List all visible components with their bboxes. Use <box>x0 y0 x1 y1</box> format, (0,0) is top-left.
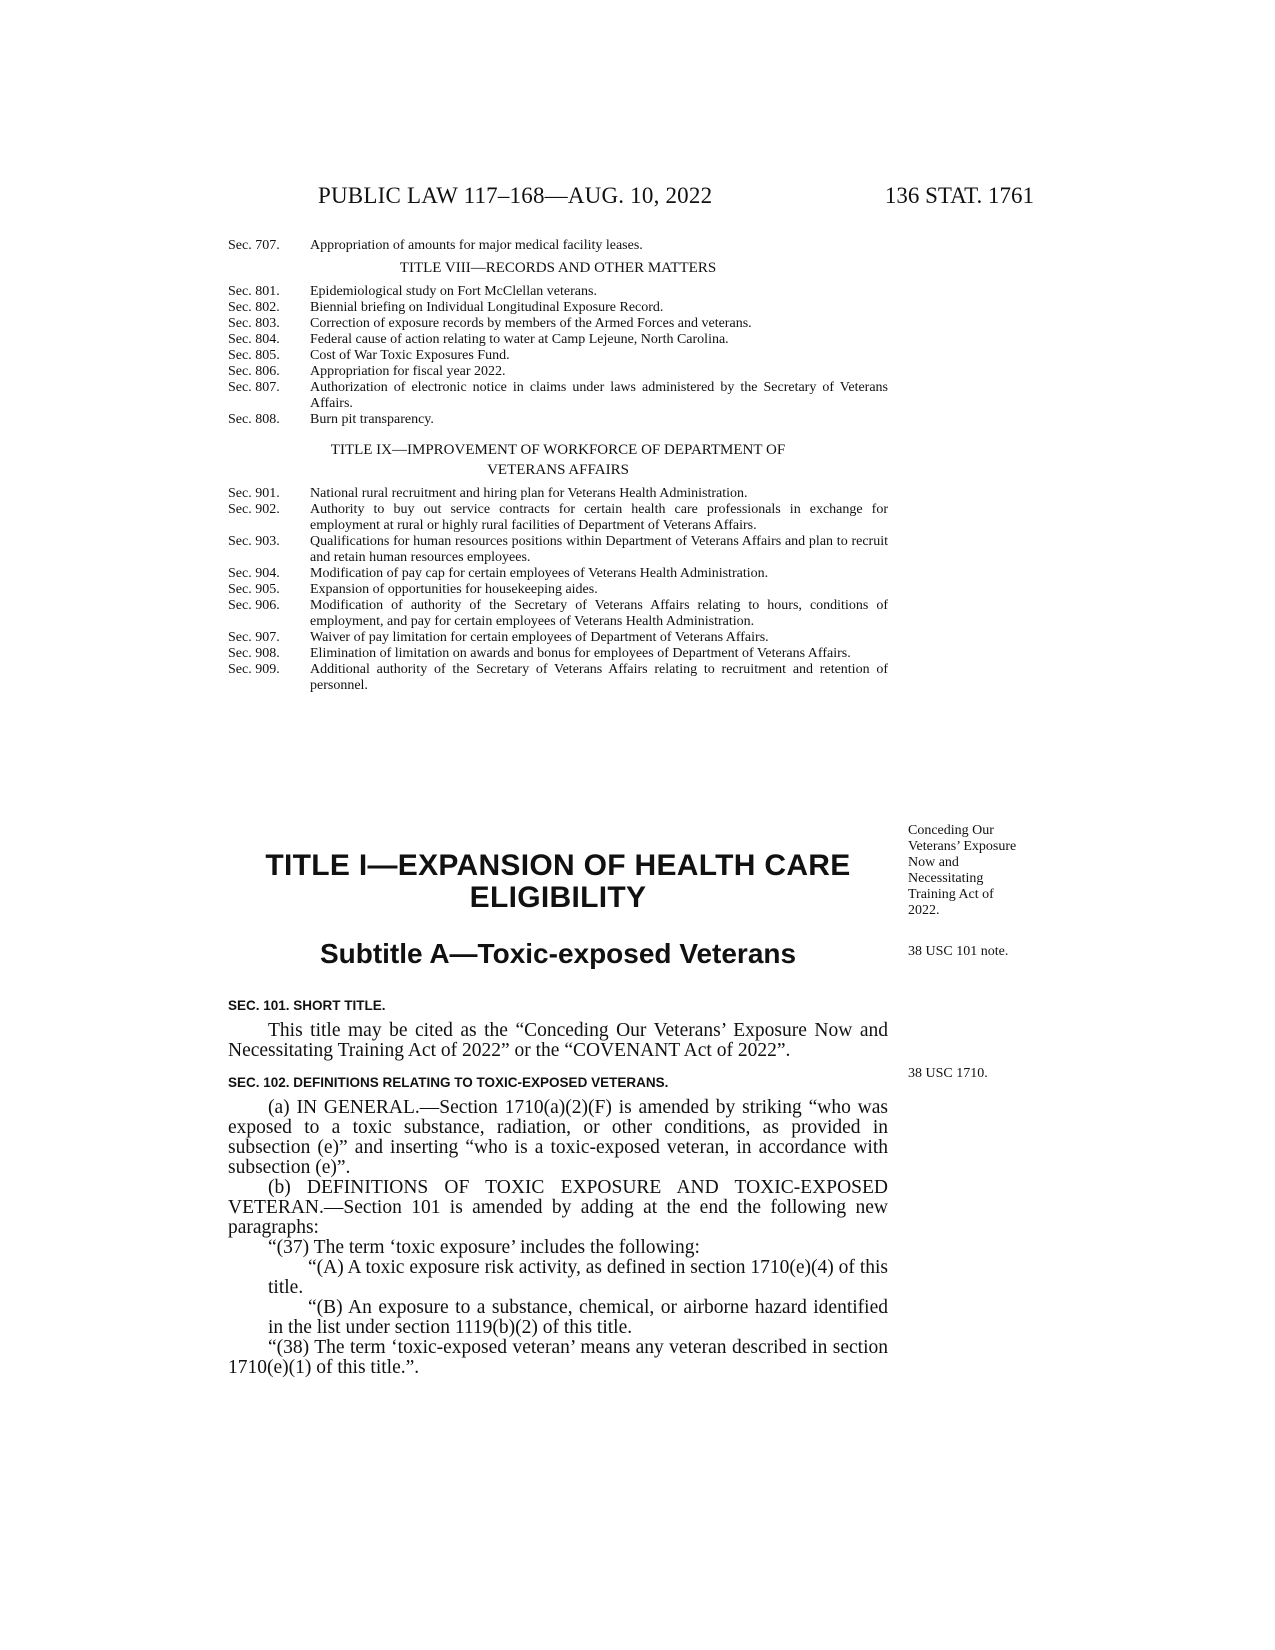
toc-entry-text: Qualifications for human resources positions within Department of Veterans Affairs and plan to recruit and retain human resources employees. <box>310 534 888 565</box>
toc-entry-num: Sec. 902. <box>228 502 280 517</box>
section-101-heading: SEC. 101. SHORT TITLE. <box>228 998 386 1013</box>
toc-entry-num: Sec. 905. <box>228 582 280 597</box>
title-heading-line1: TITLE I—EXPANSION OF HEALTH CARE <box>265 849 851 882</box>
toc-entry <box>228 300 888 316</box>
page-header <box>228 183 1034 219</box>
toc-entry-text: Additional authority of the Secretary of Veterans Affairs relating to recruitment and retention of personnel. <box>310 662 888 693</box>
margin-note-short-title: Conceding Our Veterans’ Exposure Now and Necessitating Training Act of 2022. <box>908 823 1017 918</box>
toc-entry-num: Sec. 808. <box>228 412 280 427</box>
toc-entry-num: Sec. 805. <box>228 348 280 363</box>
section-101-text: This title may be cited as the “Conceding Our Veterans’ Exposure Now and Necessitating Training Act of 2022” or the “COVENANT Act of 2022”. <box>228 1020 888 1061</box>
toc-entry-text: Elimination of limitation on awards and bonus for employees of Department of Veterans Affairs. <box>310 646 851 661</box>
toc-entry <box>228 502 888 534</box>
toc-entry-num: Sec. 907. <box>228 630 280 645</box>
toc-entry-text: Correction of exposure records by members of the Armed Forces and veterans. <box>310 316 752 331</box>
toc-entry <box>228 284 888 300</box>
toc-title-ix-line1: TITLE IX—IMPROVEMENT OF WORKFORCE OF DEPARTMENT OF <box>330 442 786 458</box>
toc-entry-text: Expansion of opportunities for housekeeping aides. <box>310 582 598 597</box>
toc-entry <box>228 380 888 412</box>
title-heading <box>228 850 888 914</box>
toc-entry <box>228 316 888 332</box>
toc-entry-text: National rural recruitment and hiring plan for Veterans Health Administration. <box>310 486 748 501</box>
toc-entry-text: Waiver of pay limitation for certain employees of Department of Veterans Affairs. <box>310 630 769 645</box>
title-heading-line2: ELIGIBILITY <box>469 881 647 914</box>
margin-note-usc-1710: 38 USC 1710. <box>908 1066 988 1081</box>
toc-entry-text: Cost of War Toxic Exposures Fund. <box>310 348 510 363</box>
toc-entry-num: Sec. 806. <box>228 364 280 379</box>
toc-entry-text: Appropriation of amounts for major medical facility leases. <box>310 238 643 253</box>
toc-entry-num: Sec. 909. <box>228 662 280 677</box>
toc-entry-num: Sec. 901. <box>228 486 280 501</box>
toc-entry <box>228 582 888 598</box>
toc-entry <box>228 412 888 428</box>
running-head: PUBLIC LAW 117–168—AUG. 10, 2022 <box>318 183 713 208</box>
toc-title-viii-list <box>228 284 888 428</box>
toc-title-viii: TITLE VIII—RECORDS AND OTHER MATTERS <box>399 260 717 276</box>
toc-entry <box>228 646 888 662</box>
toc-entry-num: Sec. 804. <box>228 332 280 347</box>
toc-entry <box>228 662 888 694</box>
toc-entry-num: Sec. 802. <box>228 300 280 315</box>
toc-entry-text: Epidemiological study on Fort McClellan veterans. <box>310 284 597 299</box>
toc-entry-num: Sec. 903. <box>228 534 280 549</box>
toc-entry <box>228 534 888 566</box>
toc-title-ix-line2: VETERANS AFFAIRS <box>487 462 629 478</box>
toc-entry-text: Modification of authority of the Secretary of Veterans Affairs relating to hours, conditions of employment, and pay for certain employees of Veterans Health Administration. <box>310 598 888 629</box>
toc-entry-num: Sec. 904. <box>228 566 280 581</box>
toc-entry <box>228 332 888 348</box>
toc-entry-num: Sec. 803. <box>228 316 280 331</box>
toc-entry-num: Sec. 801. <box>228 284 280 299</box>
subtitle-heading: Subtitle A—Toxic-exposed Veterans <box>319 938 797 969</box>
toc-entry <box>228 364 888 380</box>
paragraph-b: (b) DEFINITIONS OF TOXIC EXPOSURE AND TOXIC-EXPOSED VETERAN.—Section 101 is amended by adding at the end the following new paragraphs: <box>228 1177 888 1238</box>
toc-entry-text: Modification of pay cap for certain employees of Veterans Health Administration. <box>310 566 769 581</box>
paragraph-37-b: “(B) An exposure to a substance, chemical, or airborne hazard identified in the list under section 1119(b)(2) of this title. <box>268 1297 888 1338</box>
paragraph-37: “(37) The term ‘toxic exposure’ includes the following: <box>268 1237 700 1258</box>
toc-entry-num: Sec. 807. <box>228 380 280 395</box>
toc-entry-text: Biennial briefing on Individual Longitudinal Exposure Record. <box>310 300 664 315</box>
toc-entry <box>228 630 888 646</box>
toc-entry-text: Authorization of electronic notice in claims under laws administered by the Secretary of Veterans Affairs. <box>310 380 888 411</box>
toc-title-ix-list <box>228 486 888 694</box>
toc-entry-text: Authority to buy out service contracts for certain health care professionals in exchange for employment at rural or highly rural facilities of Department of Veterans Affairs. <box>310 502 888 533</box>
toc-entry <box>228 566 888 582</box>
toc-entry-num: Sec. 707. <box>228 238 280 253</box>
section-102-heading: SEC. 102. DEFINITIONS RELATING TO TOXIC-EXPOSED VETERANS. <box>228 1075 669 1090</box>
paragraph-38: “(38) The term ‘toxic-exposed veteran’ means any veteran described in section 1710(e)(1) of this title.”. <box>228 1337 888 1378</box>
table-of-contents <box>228 238 888 694</box>
toc-entry-text: Burn pit transparency. <box>310 412 434 427</box>
toc-entry <box>228 348 888 364</box>
toc-entry <box>228 486 888 502</box>
stat-page-number: 136 STAT. 1761 <box>884 183 1034 208</box>
main-body <box>228 850 888 1378</box>
toc-entry-num: Sec. 906. <box>228 598 280 613</box>
paragraph-a: (a) IN GENERAL.—Section 1710(a)(2)(F) is amended by striking “who was exposed to a toxic substance, radiation, or other conditions, as provided in subsection (e)” and inserting “who is a toxic-exposed veteran, in accordance with subsection (e)”. <box>228 1097 888 1178</box>
toc-entry <box>228 598 888 630</box>
margin-note-usc-101: 38 USC 101 note. <box>908 944 1009 959</box>
toc-entry-text: Federal cause of action relating to water at Camp Lejeune, North Carolina. <box>310 332 729 347</box>
toc-entry-text: Appropriation for fiscal year 2022. <box>310 364 506 379</box>
paragraph-37-a: “(A) A toxic exposure risk activity, as defined in section 1710(e)(4) of this title. <box>268 1257 888 1298</box>
toc-entry <box>228 238 888 254</box>
toc-entry-num: Sec. 908. <box>228 646 280 661</box>
